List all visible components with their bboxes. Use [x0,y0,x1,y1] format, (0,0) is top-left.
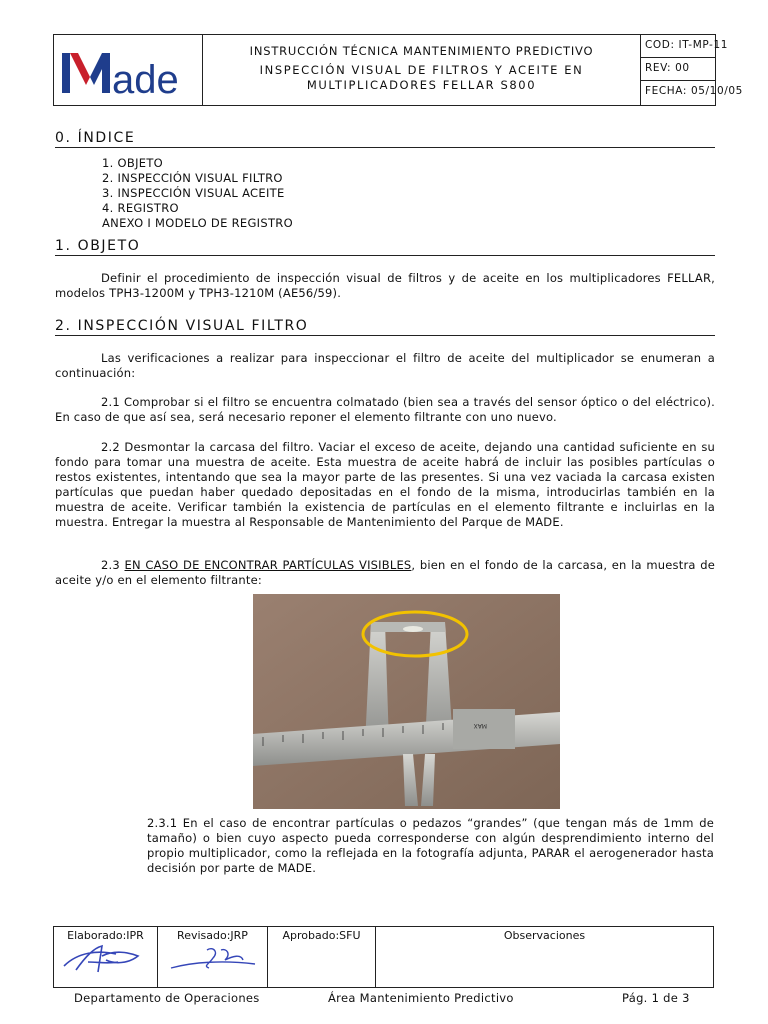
title-line-1: INSTRUCCIÓN TÉCNICA MANTENIMIENTO PREDICTIVO [249,44,594,58]
made-logo [54,35,203,105]
heading-indice: 0. ÍNDICE [55,130,715,148]
footer-department: Departamento de Operaciones [74,991,260,1005]
doc-revision: REV: 00 [641,58,715,81]
page-number: Pág. 1 de 3 [622,991,690,1005]
intro-text: Las verificaciones a realizar para inspeccionar el filtro de aceite del multiplicador se enumeran a continuación: [55,351,715,380]
signature-ipr [58,942,154,978]
elaborado-cell [54,927,158,987]
toc-list [102,156,293,231]
toc-item: 4. REGISTRO [102,201,179,215]
header-title [203,35,641,105]
aprobado-label: Aprobado:SFU [282,929,361,942]
heading-inspeccion-filtro: 2. INSPECCIÓN VISUAL FILTRO [55,318,715,336]
revisado-cell [158,927,268,987]
paragraph-2-3 [55,558,715,588]
toc-item: 3. INSPECCIÓN VISUAL ACEITE [102,186,285,200]
p23-underlined: EN CASO DE ENCONTRAR PARTÍCULAS VISIBLES [124,558,412,572]
heading-objeto: 1. OBJETO [55,238,715,256]
doc-date: FECHA: 05/10/05 [645,85,743,97]
caliper-photo [253,594,560,809]
p22-text: 2.2 Desmontar la carcasa del filtro. Vaciar el exceso de aceite, dejando una cantidad suficiente en su fondo para tomar una muestra de aceite. Esta muestra de aceite habrá de incluir las posibles partículas o restos existentes, intentando que sea la mayor parte de las presentes. Si una vez vaciada la carcasa existen partículas que puedan haber quedado depositadas en el fondo de la misma, introducirlas también en la muestra de aceite. Verificar también la existencia de partículas en el elemento filtrante e incluirlas en la muestra. Entregar la muestra al Responsable de Mantenimiento del Parque de MADE. [55,440,715,529]
title-line-3: MULTIPLICADORES FELLAR S800 [306,78,537,92]
intro-paragraph [55,351,715,381]
revisado-label: Revisado:JRP [177,929,248,942]
paragraph-2-2 [55,440,715,530]
objeto-paragraph [55,271,715,301]
paragraph-2-1 [55,395,715,425]
logo-text: ade [112,58,179,102]
aprobado-cell [268,927,376,987]
doc-code: COD: IT-MP-11 [641,35,715,58]
caliper-label: MAX [473,722,487,729]
elaborado-label: Elaborado:IPR [67,929,144,942]
header-meta [641,35,743,105]
observaciones-cell [376,927,713,987]
title-line-2: INSPECCIÓN VISUAL DE FILTROS Y ACEITE EN [259,63,584,77]
toc-item: ANEXO I MODELO DE REGISTRO [102,216,293,230]
signature-jrp [163,942,263,978]
toc-item: 2. INSPECCIÓN VISUAL FILTRO [102,171,283,185]
p23-prefix: 2.3 [101,558,125,572]
observaciones-label: Observaciones [503,929,586,942]
footer-area: Área Mantenimiento Predictivo [328,991,514,1005]
objeto-text: Definir el procedimiento de inspección visual de filtros y de aceite en los multiplicadores FELLAR, modelos TPH3-1200M y TPH3-1210M (AE56/59). [55,271,715,300]
paragraph-2-3-1 [147,816,714,876]
p23-rest: , bien en el fondo de la carcasa, en la muestra de aceite y/o en el elemento filtrante: [55,558,715,587]
p231-text: 2.3.1 En el caso de encontrar partículas o pedazos “grandes” (que tengan más de 1mm de tamaño) o bien cuyo aspecto pueda corresponderse con algún desprendimiento interno del propio multiplicador, como la reflejada en la fotografía adjunta, PARAR el aerogenerador hasta decisión por parte de MADE. [147,816,714,875]
toc-item: 1. OBJETO [102,156,164,170]
p21-text: 2.1 Comprobar si el filtro se encuentra colmatado (bien sea a través del sensor óptico o del eléctrico). En caso de que así sea, será necesario reponer el elemento filtrante con uno nuevo. [55,395,715,424]
approval-table [53,926,714,988]
document-header [53,34,743,106]
